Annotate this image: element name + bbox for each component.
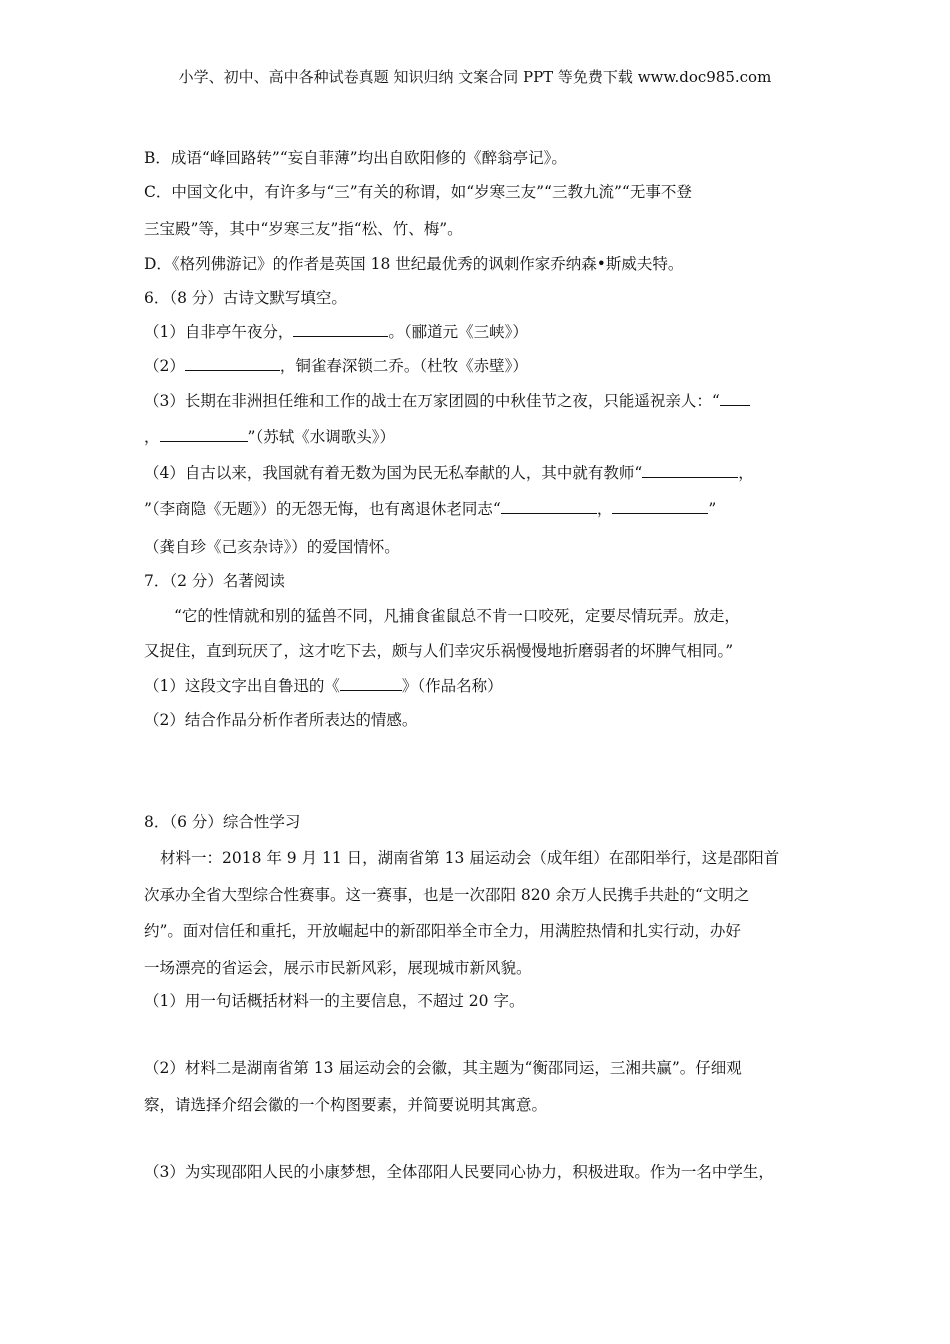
q6-item1-prefix: （1）自非亭午夜分， xyxy=(144,323,294,341)
q8-sub2-line2: 察，请选择介绍会徽的一个构图要素，并简要说明其寓意。 xyxy=(144,1096,548,1114)
q6-title: 6．（8 分）古诗文默写填空。 xyxy=(144,289,347,307)
q6-item1-blank[interactable] xyxy=(293,322,388,337)
q6-item3-line2 xyxy=(144,427,395,447)
q8-sub2-line1: （2）材料二是湖南省第 13 届运动会的会徽，其主题为“衡邵同运，三湘共赢”。仔细观 xyxy=(144,1059,742,1077)
q6-item4-comma: ， xyxy=(738,464,754,482)
q5-option-d: D．《格列佛游记》的作者是英国 18 世纪最优秀的讽刺作家乔纳森•斯威夫特。 xyxy=(144,255,684,273)
q6-item2 xyxy=(144,356,528,376)
q6-item4-line1 xyxy=(144,463,754,483)
q6-item2-suffix: ，铜雀春深锁二乔。（杜牧《赤壁》） xyxy=(279,357,528,375)
q6-item3-comma: ， xyxy=(144,428,160,446)
q7-sub1 xyxy=(144,676,503,696)
q6-item2-prefix: （2） xyxy=(144,357,185,375)
q7-sub1-prefix: （1）这段文字出自鲁迅的《 xyxy=(144,677,340,695)
q7-sub2: （2）结合作品分析作者所表达的情感。 xyxy=(144,711,418,729)
q6-item4-mid-comma: ， xyxy=(596,500,613,518)
q6-item1-suffix: 。（郦道元《三峡》） xyxy=(388,323,528,341)
q6-item2-blank[interactable] xyxy=(185,356,280,371)
q6-item3-blank2[interactable] xyxy=(160,427,248,442)
q7-quote-line2: 又捉住，直到玩厌了，这才吃下去，颇与人们幸灾乐祸慢慢地折磨弱者的坏脾气相同。” xyxy=(144,642,734,660)
q6-item4-text: （4）自古以来，我国就有着无数为国为民无私奉献的人，其中就有教师“ xyxy=(144,464,643,482)
q7-sub1-blank[interactable] xyxy=(340,676,402,691)
q8-material1-line3: 约”。面对信任和重托，开放崛起中的新邵阳举全市全力，用满腔热情和扎实行动，办好 xyxy=(144,922,741,940)
q6-item4-blank3[interactable] xyxy=(612,499,708,514)
q6-item4-close-quote: ” xyxy=(708,500,717,518)
q6-item3-text: （3）长期在非洲担任维和工作的战士在万家团圆的中秋佳节之夜，只能遥祝亲人：“ xyxy=(144,392,720,410)
q8-title: 8．（6 分）综合性学习 xyxy=(144,813,301,831)
q7-title: 7．（2 分）名著阅读 xyxy=(144,572,285,590)
q8-sub1: （1）用一句话概括材料一的主要信息，不超过 20 字。 xyxy=(144,992,525,1010)
q6-item3-source: ”（苏轼《水调歌头》） xyxy=(247,428,395,446)
q8-material1-line4: 一场漂亮的省运会，展示市民新风彩，展现城市新风貌。 xyxy=(144,959,532,977)
q5-option-c-line2: 三宝殿”等，其中“岁寒三友”指“松、竹、梅”。 xyxy=(144,220,463,238)
q6-item1 xyxy=(144,322,528,342)
q6-item4-blank1[interactable] xyxy=(642,463,738,478)
page-header: 小学、初中、高中各种试卷真题 知识归纳 文案合同 PPT 等免费下载 www.doc985.com xyxy=(178,68,772,86)
q6-item3-line1 xyxy=(144,391,750,411)
q6-item4-line2 xyxy=(144,499,716,519)
q8-material1-line2: 次承办全省大型综合性赛事。这一赛事，也是一次邵阳 820 余万人民携手共赴的“文明之 xyxy=(144,886,750,904)
q6-item4-blank2[interactable] xyxy=(501,499,597,514)
q6-item3-blank1[interactable] xyxy=(720,391,750,406)
q7-quote-line1: “它的性情就和别的猛兽不同，凡捕食雀鼠总不肯一口咬死，定要尽情玩弄。放走， xyxy=(174,607,740,625)
q6-item4-line3: （龚自珍《己亥杂诗》）的爱国情怀。 xyxy=(144,538,400,556)
q6-item4-source: ”（李商隐《无题》）的无怨无悔，也有离退休老同志“ xyxy=(144,500,501,518)
q8-sub3: （3）为实现邵阳人民的小康梦想，全体邵阳人民要同心协力，积极进取。作为一名中学生， xyxy=(144,1163,774,1181)
q7-sub1-suffix: 》（作品名称） xyxy=(401,677,503,695)
q5-option-c-line1: C．中国文化中，有许多与“三”有关的称谓，如“岁寒三友”“三教九流”“无事不登 xyxy=(144,183,692,201)
q8-material1-line1: 材料一：2018 年 9 月 11 日，湖南省第 13 届运动会（成年组）在邵阳举行，这是邵阳首 xyxy=(160,849,780,867)
q5-option-b: B．成语“峰回路转”“妄自菲薄”均出自欧阳修的《醉翁亭记》。 xyxy=(144,149,567,167)
